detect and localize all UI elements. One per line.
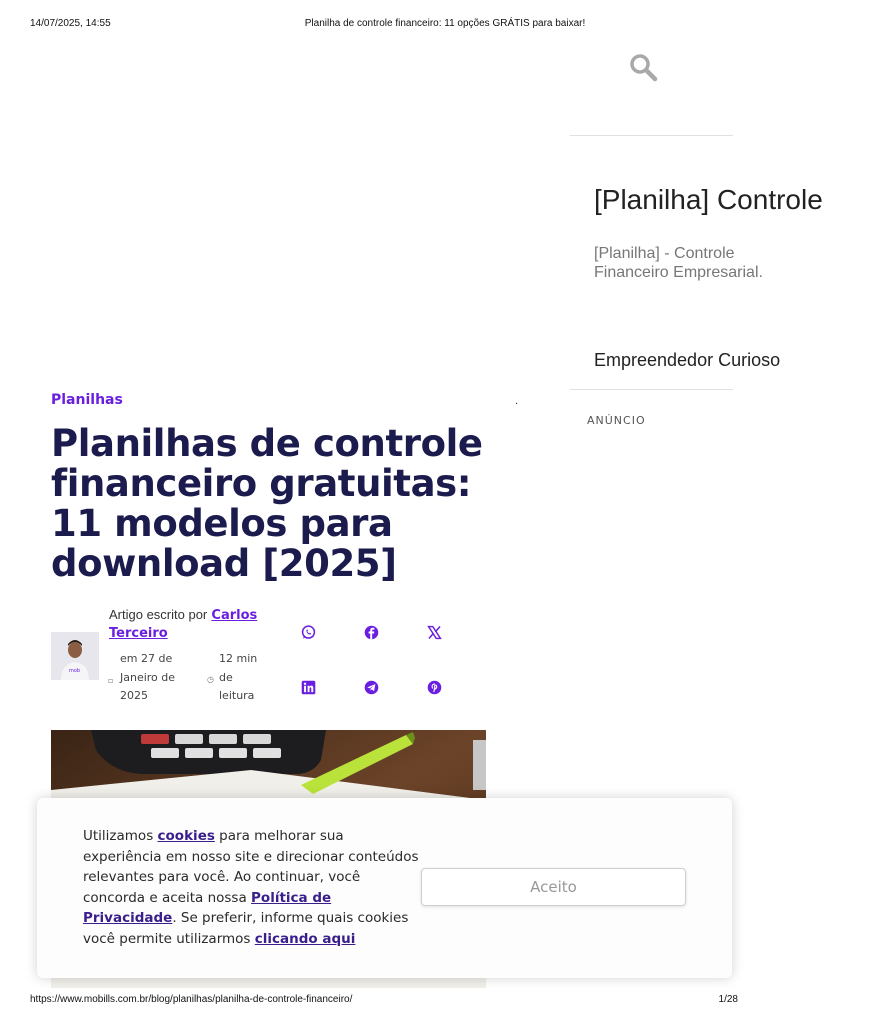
cookies-link[interactable]: cookies (157, 828, 215, 844)
reading-line: de (219, 670, 233, 684)
search-icon[interactable] (628, 52, 658, 82)
sidebar-divider (570, 135, 733, 136)
x-icon (426, 624, 443, 641)
ad-label: ANÚNCIO (587, 414, 646, 427)
privacy-policy-link[interactable]: Política de Privacidade (83, 889, 332, 927)
category-link[interactable]: Planilhas (51, 392, 123, 408)
facebook-icon (363, 624, 380, 641)
date-line: 2025 (120, 689, 148, 702)
article-title: Planilhas de controle financeiro gratuitas: 11 modelos para download [2025] (51, 422, 483, 585)
pinterest-icon (426, 679, 443, 696)
print-header (0, 12, 768, 34)
share-whatsapp-button[interactable] (298, 622, 318, 642)
share-x-button[interactable] (424, 622, 444, 642)
sidebar-promo-title[interactable]: [Planilha] Controle (594, 184, 823, 215)
print-datetime: 14/07/2025, 14:55 (30, 18, 111, 29)
cookie-text-part: Utilizamos (83, 828, 158, 844)
print-document-title: Planilha de controle financeiro: 11 opções GRÁTIS para baixar! (304, 18, 586, 29)
share-facebook-button[interactable] (361, 622, 381, 642)
sidebar-promo-description: [Planilha] - Controle Financeiro Empresarial. (594, 245, 763, 281)
cookie-message (83, 826, 423, 950)
print-footer (0, 994, 768, 1010)
print-url: https://www.mobills.com.br/blog/planilhas/planilha-de-controle-financeiro/ (30, 994, 353, 1005)
sidebar-promo-description-wrap (594, 244, 763, 288)
publish-date (108, 650, 198, 706)
telegram-icon (363, 679, 380, 696)
decorative-dot: . (515, 396, 519, 407)
date-line: Janeiro de (120, 670, 176, 684)
clock-icon: ◷ (207, 675, 214, 684)
author-avatar[interactable] (51, 632, 99, 680)
reading-line: 12 min (219, 652, 258, 665)
calendar-icon: ▫ (108, 676, 114, 685)
linkedin-icon (300, 679, 317, 696)
sidebar-divider (570, 389, 733, 390)
page-indicator: 1/28 (718, 994, 738, 1005)
reading-time (207, 650, 277, 706)
byline-prefix: Artigo escrito por (109, 607, 208, 622)
cookie-text-part: para melhorar sua experiência em nosso site e direcionar conteúdos relevantes para você. Ao continuar, você concorda e aceita nossa (83, 828, 419, 906)
svg-text:mob: mob (69, 668, 81, 674)
share-linkedin-button[interactable] (298, 677, 318, 697)
date-line: em 27 de (120, 652, 173, 665)
author-link[interactable]: Carlos Terceiro (109, 608, 258, 641)
cookie-banner (37, 798, 732, 978)
cookie-text-part: . Se preferir, informe quais cookies você permite utilizarmos (83, 910, 409, 947)
accept-cookies-button[interactable]: Aceito (421, 868, 686, 906)
share-telegram-button[interactable] (361, 677, 381, 697)
sidebar-promo-cta[interactable]: Empreendedor Curioso (594, 350, 781, 370)
byline (109, 606, 289, 643)
share-pinterest-button[interactable] (424, 677, 444, 697)
reading-line: leitura (219, 689, 255, 702)
cookie-preferences-link[interactable]: clicando aqui (254, 930, 356, 947)
whatsapp-icon (300, 624, 317, 641)
